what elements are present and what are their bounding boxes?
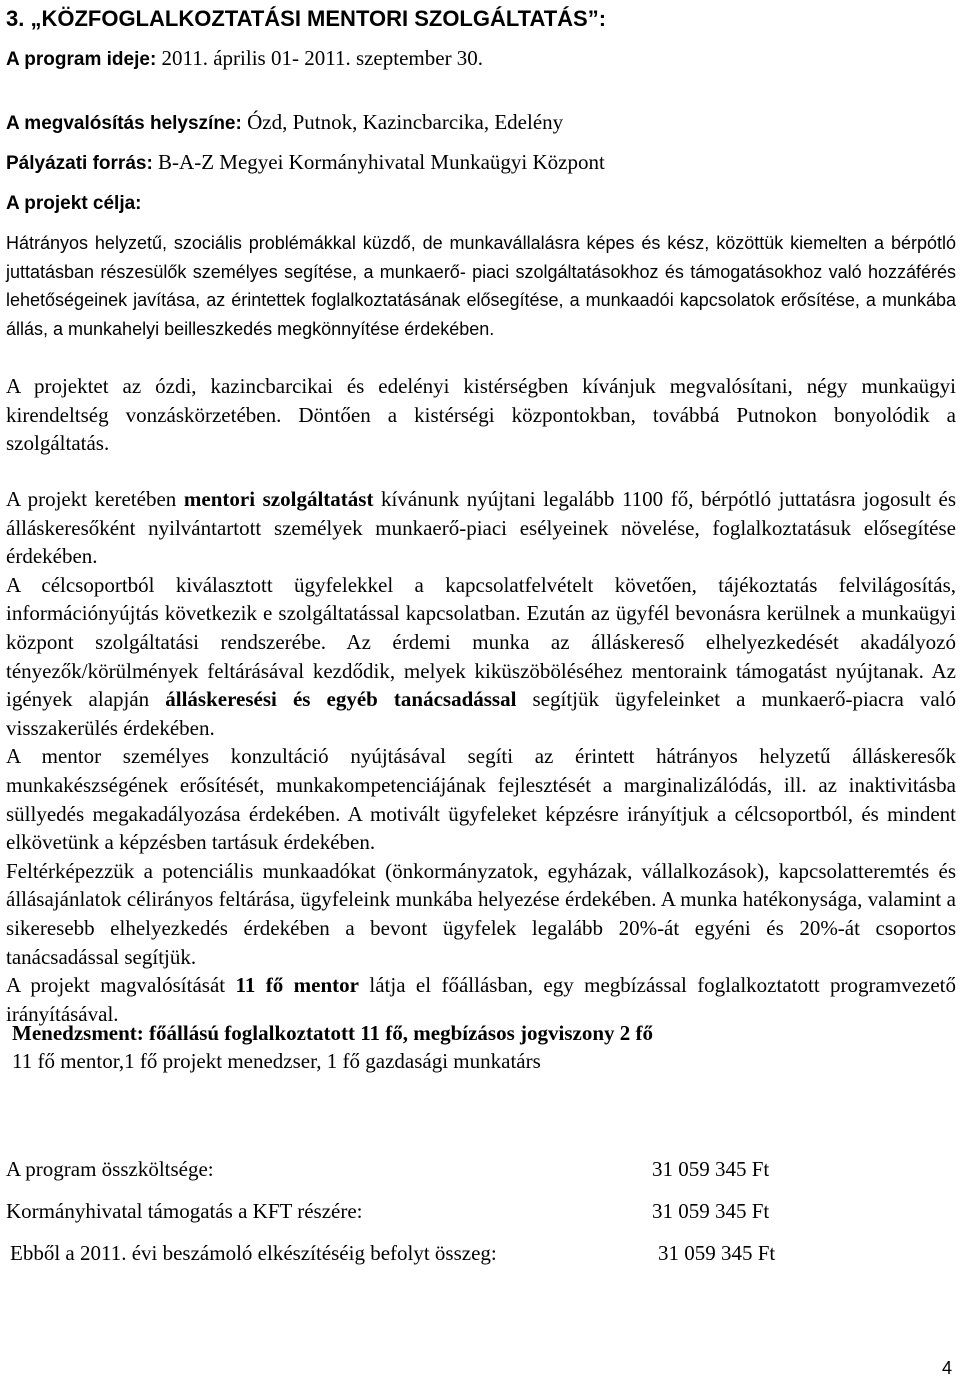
staffing-paragraph: A projekt magvalósítását 11 fő mentor látja el főállásban, egy megbízással foglalkoztatott programvezető irányításával. xyxy=(6,973,956,1026)
cost-value: 31 059 345 Ft xyxy=(652,1157,770,1181)
source-label: Pályázati forrás: xyxy=(6,153,153,174)
management-bold: Menedzsment: főállású foglalkoztatott 11 fő, megbízásos jogviszony 2 fő xyxy=(12,1021,654,1045)
mentor-count-bold: 11 fő mentor xyxy=(235,973,359,998)
duration-label: A program ideje: xyxy=(6,49,157,70)
section-heading: 3. „KÖZFOGLALKOZTATÁSI MENTORI SZOLGÁLTATÁS”: xyxy=(6,6,607,31)
goal-paragraph xyxy=(6,229,956,343)
cost-label: Ebből a 2011. évi beszámoló elkészítéséig befolyt összeg: xyxy=(10,1241,497,1265)
cost-table xyxy=(6,1155,956,1281)
duration-value: 2011. április 01- 2011. szeptember 30. xyxy=(161,46,484,70)
funding-source-line xyxy=(6,148,956,178)
process-paragraph: A célcsoportból kiválasztott ügyfelekkel a kapcsolatfelvételt követően, tájékoztatás felvilágosítás, információnyújtás következik e szolgáltatással kapcsolatban. Ezután az ügyfél bevonásra kerülnek a munkaügyi központ szolgáltatási rendszerébe. Az érdemi munka az álláskereső elhelyezkedését akadályozó tényezők/körülmények feltárásával kezdődik, melyek kiküszöböléséhez mentoraink támogatást nyújtanak. Az igények alapján álláskeresési és egyéb tanácsadással segítjük ügyfeleinket a munkaerő-piacra való visszakerülés érdekében. xyxy=(6,572,956,740)
staff-line: 11 fő mentor,1 fő projekt menedzser, 1 fő gazdasági munkatárs xyxy=(12,1049,541,1073)
management-line xyxy=(12,1019,952,1047)
page-number: 4 xyxy=(941,1358,952,1378)
cost-value: 31 059 345 Ft xyxy=(658,1241,776,1265)
counselling-bold: álláskeresési és egyéb tanácsadással xyxy=(165,687,517,712)
mentor-paragraph: A mentor személyes konzultáció nyújtásával segíti az érintett hátrányos helyzetű álláskeresők munkakészségének erősítését, munkakompetenciájának fejlesztését a marginalizálódás, ill. az inaktivitásba süllyedés megakadályozása érdekében. A motivált ügyfeleket képzésre irányítjuk a célcsoportból, és mindent elkövetünk a képzésben tartásuk érdekében. xyxy=(6,744,956,855)
program-duration-line xyxy=(6,44,956,74)
region-text: A projektet az ózdi, kazincbarcikai és edelényi kistérségben kívánjuk megvalósítani, négy munkaügyi kirendeltség vonzáskörzetében. Döntően a kistérségi központokban, továbbá Putnokon bonyolódik a szolgáltatás. xyxy=(6,374,956,456)
source-value: B-A-Z Megyei Kormányhivatal Munkaügyi Központ xyxy=(158,150,605,174)
location-value: Ózd, Putnok, Kazincbarcika, Edelény xyxy=(247,110,564,134)
region-paragraph xyxy=(6,372,956,458)
location-line xyxy=(6,108,956,138)
cost-row xyxy=(6,1197,956,1239)
cost-label: A program összköltsége: xyxy=(6,1157,214,1181)
goal-text: Hátrányos helyzetű, szociális problémákkal küzdő, de munkavállalásra képes és kész, közöttük kiemelten a bérpótló juttatásban részesülők személyes segítése, a munkaerő- piaci szolgáltatásokhoz és támogatásokhoz való hozzáférés lehetőségeinek javítása, az érintettek foglalkoztatásának elősegítése, a munkaadói kapcsolatok erősítése, a munkába állás, a munkahelyi beilleszkedés megkönnyítése érdekében. xyxy=(6,233,956,339)
employers-paragraph: Feltérképezzük a potenciális munkaadókat (önkormányzatok, egyházak, vállalkozások), kapcsolatteremtés és állásajánlatok célirányos feltárása, ügyfeleink munkába helyezése érdekében. A munka hatékonysága, valamint a sikeresebb elhelyezkedés érdekében a bevont ügyfelek legalább 20%-át egyéni és 20%-át csoportos tanácsadással segítjük. xyxy=(6,858,956,969)
location-label: A megvalósítás helyszíne: xyxy=(6,113,242,134)
service-paragraph: A projekt keretében mentori szolgáltatást kívánunk nyújtani legalább 1100 fő, bérpótló juttatásra jogosult és álláskeresőként nyilvántartott személyek munkaerő-piaci esélyeinek növelése, foglalkoztatásuk elősegítése érdekében. xyxy=(6,487,956,569)
service-bold: mentori szolgáltatást xyxy=(183,487,374,511)
body-text xyxy=(6,485,956,1028)
cost-label: Kormányhivatal támogatás a KFT részére: xyxy=(6,1199,363,1223)
goal-label: A projekt célja: xyxy=(6,193,142,214)
cost-row xyxy=(6,1239,956,1281)
cost-row xyxy=(6,1155,956,1197)
cost-value: 31 059 345 Ft xyxy=(652,1199,770,1223)
goal-label-line xyxy=(6,188,956,218)
